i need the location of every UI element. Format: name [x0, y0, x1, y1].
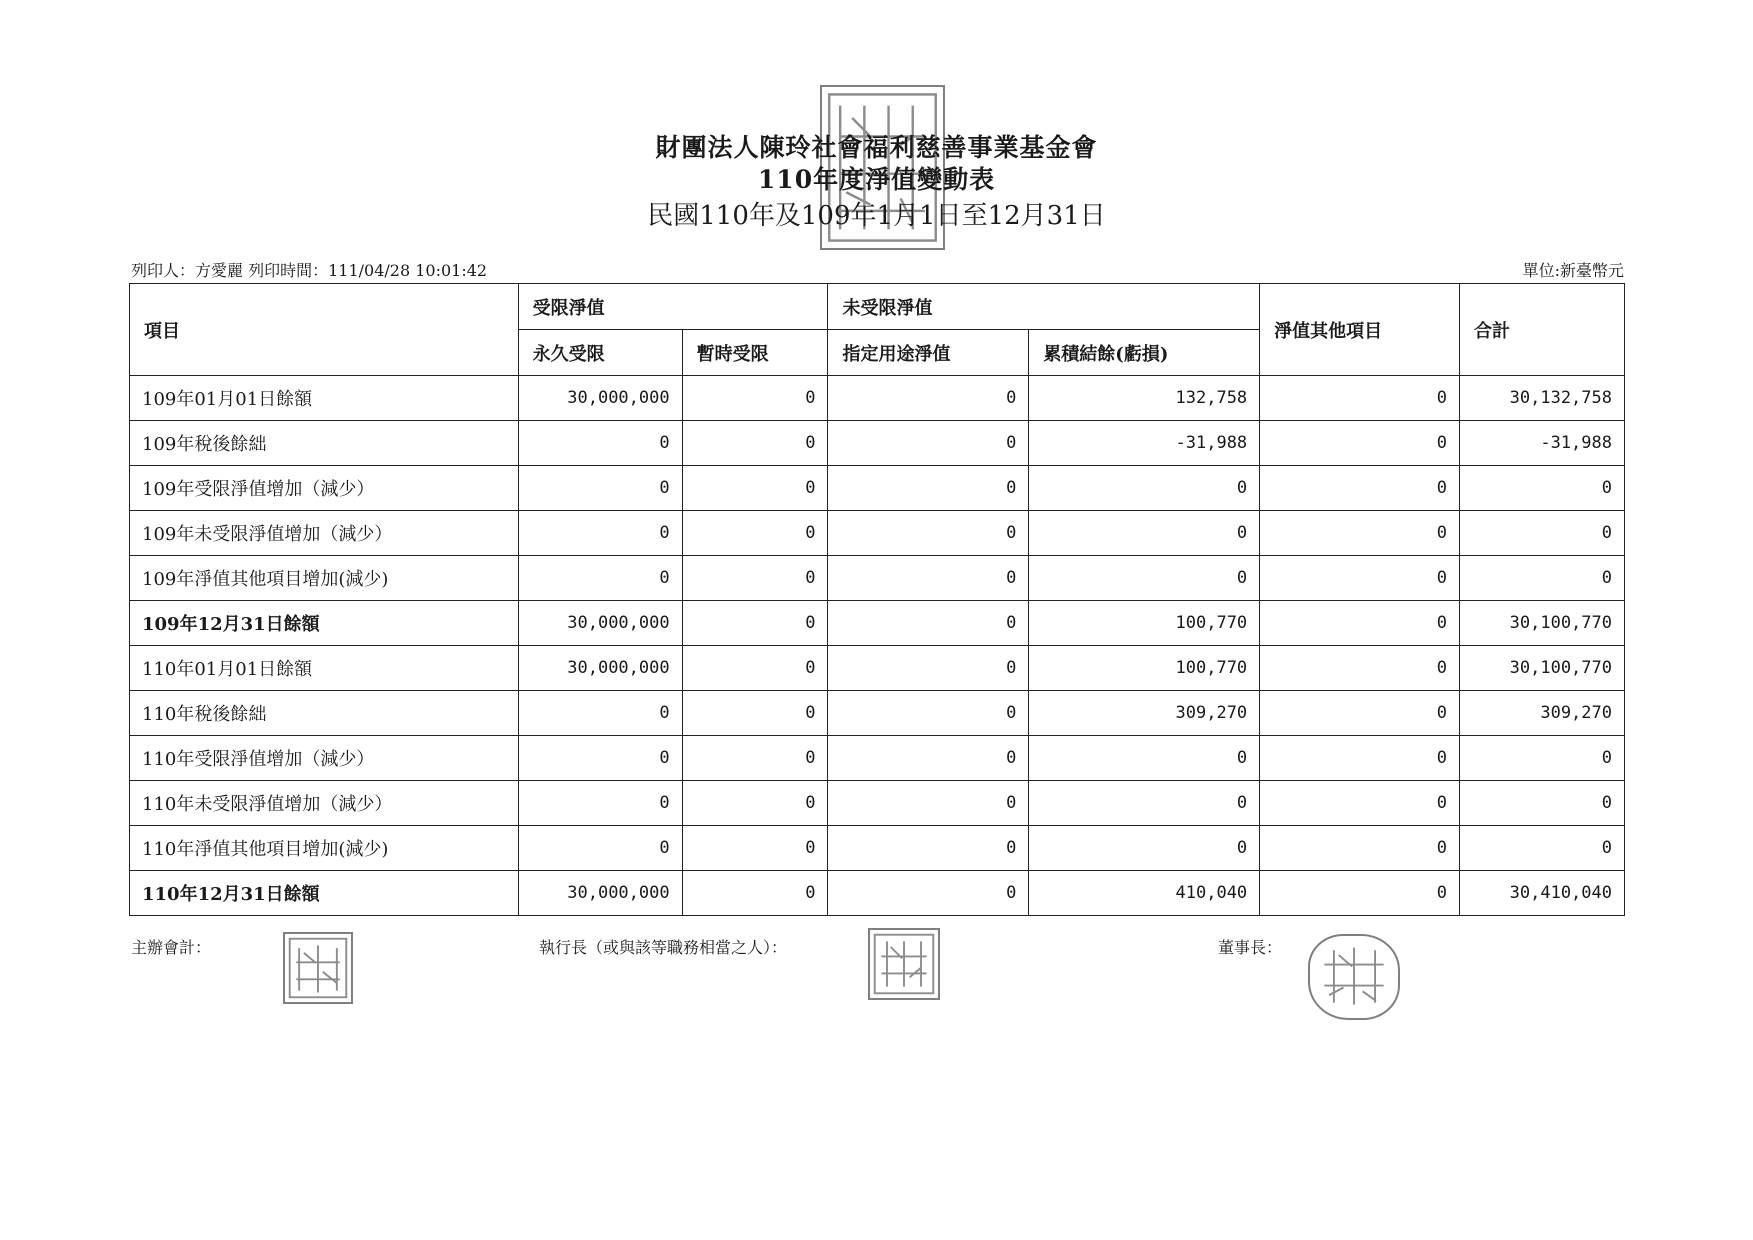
row-value: 0 — [1260, 691, 1460, 736]
row-value: 100,770 — [1029, 601, 1260, 646]
header-total: 合計 — [1460, 284, 1625, 376]
row-label: 110年受限淨值增加（減少） — [130, 736, 519, 781]
row-label: 109年受限淨值增加（減少） — [130, 466, 519, 511]
row-value: 30,410,040 — [1460, 871, 1625, 916]
report-period: 民國110年及109年1月1日至12月31日 — [647, 201, 1106, 231]
row-value: 309,270 — [1460, 691, 1625, 736]
row-value: 0 — [682, 421, 828, 466]
row-value: 0 — [828, 511, 1029, 556]
row-label: 109年未受限淨值增加（減少） — [130, 511, 519, 556]
table-row — [130, 466, 1625, 511]
row-value: 0 — [1460, 511, 1625, 556]
row-value: 0 — [1029, 511, 1260, 556]
table-row — [130, 691, 1625, 736]
row-value: 0 — [1260, 421, 1460, 466]
row-value: 0 — [1260, 736, 1460, 781]
org-title: 財團法人陳玲社會福利慈善事業基金會 — [655, 133, 1098, 162]
table-row — [130, 646, 1625, 691]
row-value: 0 — [518, 826, 682, 871]
header-unrestricted: 未受限淨值 — [828, 284, 1260, 330]
row-value: 0 — [682, 781, 828, 826]
header-designated: 指定用途淨值 — [828, 330, 1029, 376]
table-row — [130, 781, 1625, 826]
accountant-seal-stamp — [283, 932, 353, 1004]
row-value: 0 — [682, 466, 828, 511]
row-value: 0 — [828, 781, 1029, 826]
row-value: 0 — [1260, 376, 1460, 421]
row-value: 0 — [682, 601, 828, 646]
header-item: 項目 — [130, 284, 519, 376]
chairman-signature-label: 董事長： — [1218, 938, 1283, 957]
row-value: 0 — [682, 826, 828, 871]
row-label: 110年12月31日餘額 — [130, 871, 519, 916]
table-row — [130, 826, 1625, 871]
row-value: 30,100,770 — [1460, 601, 1625, 646]
row-value: 0 — [828, 376, 1029, 421]
row-value: 30,100,770 — [1460, 646, 1625, 691]
currency-unit: 單位:新臺幣元 — [1522, 261, 1624, 280]
row-value: 30,000,000 — [518, 601, 682, 646]
row-value: 0 — [1029, 466, 1260, 511]
row-value: 0 — [1460, 556, 1625, 601]
ceo-seal-stamp — [868, 928, 940, 1000]
table-row — [130, 376, 1625, 421]
row-value: 0 — [682, 556, 828, 601]
row-label: 110年01月01日餘額 — [130, 646, 519, 691]
row-value: 0 — [682, 376, 828, 421]
row-value: 0 — [682, 736, 828, 781]
accountant-signature-label: 主辦會計： — [131, 938, 212, 957]
row-value: 0 — [828, 826, 1029, 871]
row-value: 132,758 — [1029, 376, 1260, 421]
row-value: 0 — [518, 421, 682, 466]
row-value: 100,770 — [1029, 646, 1260, 691]
row-value: 0 — [1260, 871, 1460, 916]
row-value: 0 — [518, 781, 682, 826]
row-value: 0 — [518, 466, 682, 511]
row-value: 0 — [682, 646, 828, 691]
row-value: 0 — [518, 691, 682, 736]
row-value: 30,132,758 — [1460, 376, 1625, 421]
row-value: 0 — [1460, 466, 1625, 511]
row-label: 110年稅後餘絀 — [130, 691, 519, 736]
table-row — [130, 421, 1625, 466]
row-value: 0 — [682, 691, 828, 736]
row-value: 0 — [1029, 781, 1260, 826]
row-label: 109年01月01日餘額 — [130, 376, 519, 421]
table-row — [130, 601, 1625, 646]
row-label: 110年未受限淨值增加（減少） — [130, 781, 519, 826]
row-value: 0 — [828, 646, 1029, 691]
row-value: 0 — [1260, 646, 1460, 691]
row-value: 0 — [518, 556, 682, 601]
row-value: 0 — [828, 466, 1029, 511]
row-value: 0 — [1460, 736, 1625, 781]
row-value: 410,040 — [1029, 871, 1260, 916]
row-value: 0 — [828, 736, 1029, 781]
row-value: 0 — [1460, 826, 1625, 871]
report-title: 110年度淨值變動表 — [757, 165, 996, 194]
header-other: 淨值其他項目 — [1260, 284, 1460, 376]
print-info: 列印人：方愛麗 列印時間：111/04/28 10:01:42 — [131, 261, 488, 280]
row-value: 0 — [1260, 556, 1460, 601]
row-value: -31,988 — [1029, 421, 1260, 466]
chairman-seal-stamp — [1308, 934, 1400, 1020]
table-row — [130, 511, 1625, 556]
header-restricted: 受限淨值 — [518, 284, 828, 330]
row-value: 30,000,000 — [518, 376, 682, 421]
header-permanent: 永久受限 — [518, 330, 682, 376]
header-temporary: 暫時受限 — [682, 330, 828, 376]
row-value: 0 — [828, 871, 1029, 916]
row-value: 0 — [682, 871, 828, 916]
net-assets-table — [129, 283, 1625, 916]
row-value: 0 — [828, 601, 1029, 646]
row-label: 110年淨值其他項目增加(減少) — [130, 826, 519, 871]
row-value: 0 — [1260, 511, 1460, 556]
table-row — [130, 556, 1625, 601]
row-value: 0 — [828, 556, 1029, 601]
row-value: 0 — [1260, 781, 1460, 826]
row-label: 109年12月31日餘額 — [130, 601, 519, 646]
row-value: -31,988 — [1460, 421, 1625, 466]
ceo-signature-label: 執行長（或與該等職務相當之人）： — [539, 938, 788, 957]
row-value: 0 — [1029, 556, 1260, 601]
table-row — [130, 871, 1625, 916]
row-value: 0 — [682, 511, 828, 556]
row-value: 0 — [1260, 466, 1460, 511]
row-value: 0 — [1460, 781, 1625, 826]
row-value: 30,000,000 — [518, 871, 682, 916]
row-value: 0 — [518, 736, 682, 781]
row-value: 0 — [828, 691, 1029, 736]
header-accumulated: 累積結餘(虧損) — [1029, 330, 1260, 376]
row-value: 0 — [828, 421, 1029, 466]
row-value: 0 — [1029, 736, 1260, 781]
row-value: 30,000,000 — [518, 646, 682, 691]
row-value: 0 — [1260, 826, 1460, 871]
row-value: 0 — [1029, 826, 1260, 871]
row-value: 309,270 — [1029, 691, 1260, 736]
table-row — [130, 736, 1625, 781]
row-value: 0 — [1260, 601, 1460, 646]
row-value: 0 — [518, 511, 682, 556]
row-label: 109年淨值其他項目增加(減少) — [130, 556, 519, 601]
row-label: 109年稅後餘絀 — [130, 421, 519, 466]
